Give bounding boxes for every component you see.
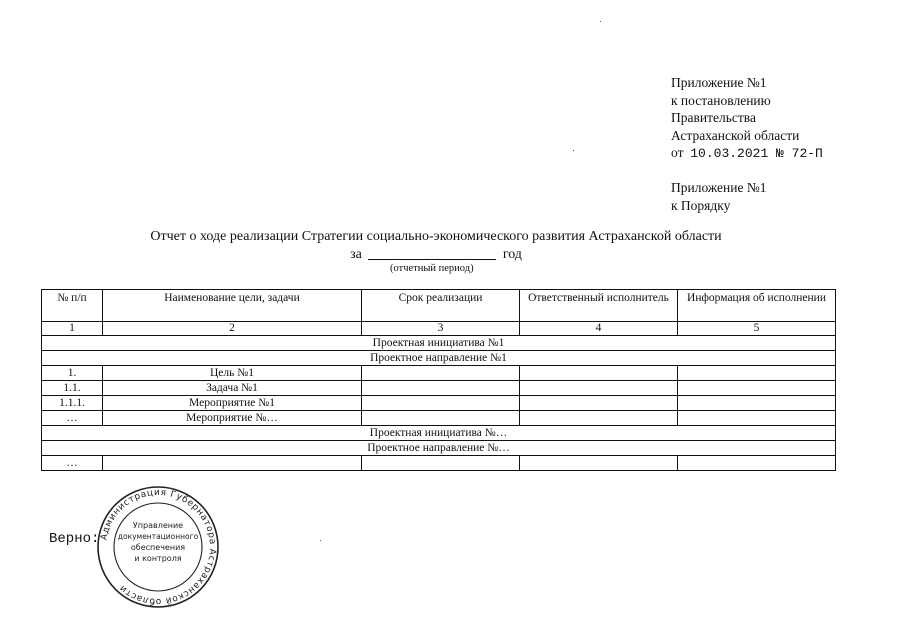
- span-row-cell: Проектное направление №1: [42, 351, 836, 366]
- table-row: [42, 381, 836, 396]
- official-seal: [95, 484, 221, 610]
- empty-cell: [520, 411, 678, 426]
- certification-label: Верно:: [49, 531, 100, 547]
- empty-cell: [362, 456, 520, 471]
- table-row: [42, 336, 836, 351]
- row-number: …: [42, 411, 103, 426]
- date-prefix: от: [671, 145, 684, 160]
- appendix-line: к постановлению: [671, 92, 771, 108]
- table-row: [42, 411, 836, 426]
- period-blank-line: [368, 245, 496, 260]
- report-table: [41, 289, 836, 471]
- empty-cell: [678, 411, 836, 426]
- table-row: [42, 351, 836, 366]
- empty-cell: [520, 396, 678, 411]
- column-number-row: [42, 322, 836, 336]
- row-name: Задача №1: [103, 381, 362, 396]
- appendix-line: Правительства: [671, 110, 756, 125]
- period-hint: (отчетный период): [390, 263, 474, 274]
- appendix-line: Астраханской области: [671, 127, 800, 143]
- row-name: [103, 456, 362, 471]
- report-period: [0, 245, 872, 263]
- appendix-line: Приложение №1: [671, 75, 767, 90]
- span-row-cell: Проектная инициатива №…: [42, 426, 836, 441]
- table-header-row: [42, 290, 836, 322]
- period-prefix: за: [350, 247, 362, 262]
- table-row: [42, 426, 836, 441]
- empty-cell: [678, 456, 836, 471]
- table-row: [42, 366, 836, 381]
- table-row: [42, 441, 836, 456]
- appendix-line: к Порядку: [671, 197, 731, 213]
- row-name: Цель №1: [103, 366, 362, 381]
- column-number: 5: [678, 322, 836, 336]
- header-cell: Информация об исполнении: [678, 290, 836, 322]
- empty-cell: [362, 396, 520, 411]
- table-row: [42, 456, 836, 471]
- appendix-date: [671, 144, 823, 163]
- row-number: …: [42, 456, 103, 471]
- column-number: 4: [520, 322, 678, 336]
- seal-inner-line: и контроля: [134, 554, 182, 563]
- span-row-cell: Проектная инициатива №1: [42, 336, 836, 351]
- row-number: 1.1.: [42, 381, 103, 396]
- header-cell: № п/п: [42, 290, 103, 322]
- row-name: Мероприятие №1: [103, 396, 362, 411]
- appendix-block: [671, 74, 823, 163]
- empty-cell: [678, 396, 836, 411]
- empty-cell: [678, 381, 836, 396]
- scan-speck: [320, 540, 321, 541]
- row-name: Мероприятие №…: [103, 411, 362, 426]
- empty-cell: [362, 366, 520, 381]
- seal-inner-line: документационного: [117, 532, 199, 541]
- header-cell: Наименование цели, задачи: [103, 290, 362, 322]
- column-number: 3: [362, 322, 520, 336]
- empty-cell: [520, 366, 678, 381]
- header-cell: Срок реализации: [362, 290, 520, 322]
- row-number: 1.1.1.: [42, 396, 103, 411]
- report-title: Отчет о ходе реализации Стратегии социально-экономического развития Астраханской области: [150, 229, 722, 244]
- appendix-block-2: [671, 179, 766, 214]
- column-number: 1: [42, 322, 103, 336]
- empty-cell: [362, 381, 520, 396]
- table-row: [42, 396, 836, 411]
- span-row-cell: Проектное направление №…: [42, 441, 836, 456]
- scan-speck: [573, 150, 574, 151]
- empty-cell: [362, 411, 520, 426]
- seal-inner-line: Управление: [132, 521, 184, 530]
- empty-cell: [520, 381, 678, 396]
- period-suffix: год: [502, 247, 522, 262]
- seal-inner-line: обеспечения: [130, 543, 186, 552]
- date-typed: 10.03.2021 № 72-П: [690, 146, 823, 161]
- header-cell: Ответственный исполнитель: [520, 290, 678, 322]
- appendix-line: Приложение №1: [671, 180, 767, 195]
- empty-cell: [520, 456, 678, 471]
- seal-outer-text: Администрация Губернатора Астраханской области: [99, 487, 218, 607]
- empty-cell: [678, 366, 836, 381]
- column-number: 2: [103, 322, 362, 336]
- scan-speck: [600, 21, 601, 22]
- row-number: 1.: [42, 366, 103, 381]
